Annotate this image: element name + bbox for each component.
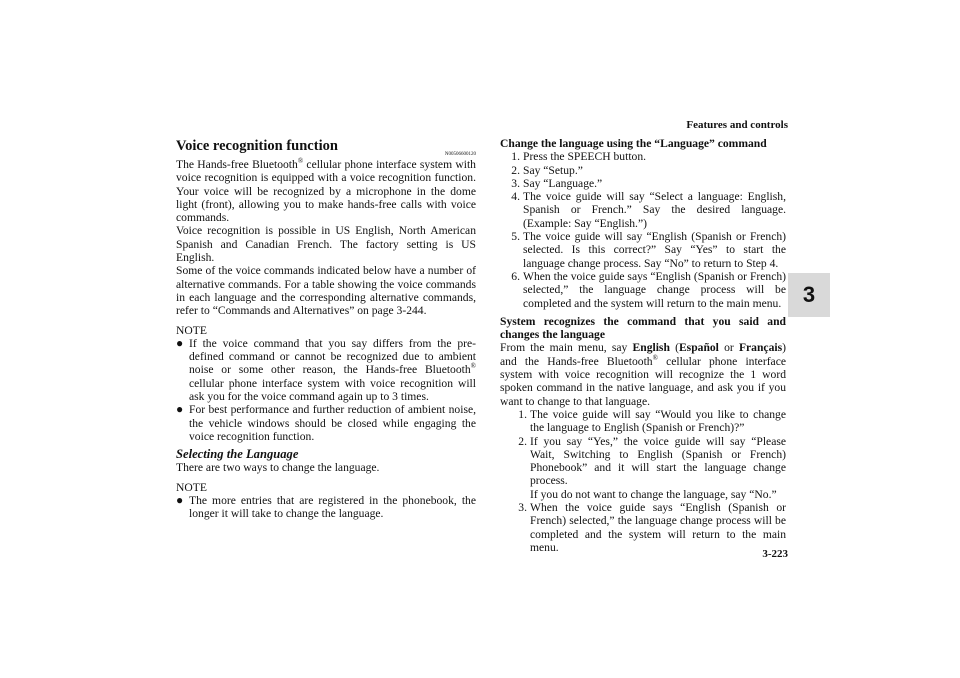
recognition-paragraph: From the main menu, say English (Español or Français) and the Hands-free Bluetooth® cellular phone interface system with voice recognition will recognize the 1 word spoken command in the native language, and ask you if you want to change to that language. <box>500 341 786 408</box>
step-item: 1. Press the SPEECH button. <box>511 150 647 164</box>
recognition-heading: System recognizes the command that you said and changes the language <box>500 314 786 342</box>
subsection-title: Selecting the Language <box>176 447 299 462</box>
page-number: 3-223 <box>762 548 788 560</box>
step-item: 6. When the voice guide says “English (Spanish or French) selected,” the language change process will be completed and the system will return to the main menu. <box>511 269 786 310</box>
chapter-number: 3 <box>802 282 816 307</box>
alternatives-paragraph: Some of the voice commands indicated below have a number of alternative commands. For a table showing the voice commands in each language and the corresponding alternative commands, refer to “Commands and Alternatives” on page 3-244. <box>176 264 476 318</box>
bullet-icon: ● <box>176 492 184 507</box>
note-label: NOTE <box>176 323 207 337</box>
bullet-icon: ● <box>176 335 184 350</box>
left-column <box>176 137 476 520</box>
language-command-heading: Change the language using the “Language” command <box>500 137 767 150</box>
note-bullet: ● If the voice command that you say differs from the pre-defined command or cannot be recognized due to ambient noise or some other reason, the Hands-free Bluetooth® cellular phone interface system with voice recognition will ask you for the voice command again up to 3 times. <box>176 335 476 404</box>
subsection-paragraph: There are two ways to change the language. <box>176 461 380 475</box>
bullet-icon: ● <box>176 402 184 417</box>
languages-paragraph: Voice recognition is possible in US English, North American Spanish and Canadian French. The factory setting is US English. <box>176 224 476 265</box>
section-title: Voice recognition function <box>176 138 338 154</box>
step-item: 2. Say “Setup.” <box>511 163 583 177</box>
note-bullet: ● For best performance and further reduction of ambient noise, the vehicle windows should be closed while engaging the voice recognition function. <box>176 402 476 443</box>
step-item: 4. The voice guide will say “Select a language: English, Spanish or French.” Say the desired language. (Example: Say “English.”) <box>511 190 786 230</box>
step-item: 2. If you say “Yes,” the voice guide will say “Please Wait, Switching to English (Spanish or French) Phonebook” and it will start the language change process. If you do not want to change the language, say “No.” <box>518 434 786 501</box>
page-header-title: Features and controls <box>686 119 788 131</box>
note-bullet: ● The more entries that are registered in the phonebook, the longer it will take to change the language. <box>176 492 476 521</box>
step-item: 3. When the voice guide says “English (Spanish or French) selected,” the language change process will be completed and the system will return to the main menu. <box>518 501 786 554</box>
intro-paragraph: The Hands-free Bluetooth® cellular phone interface system with voice recognition is equipped with a voice recognition function. Your voice will be recognized by a microphone in the dome light (front), allowing you to make hands-free calls with voice commands. <box>176 157 476 225</box>
step-item: 3. Say “Language.” <box>511 176 603 190</box>
chapter-tab <box>788 273 830 317</box>
section-code: N00506600120 <box>444 152 476 157</box>
note-label: NOTE <box>176 480 207 494</box>
step-item: 1. The voice guide will say “Would you like to change the language to English (Spanish or French)?” <box>518 407 786 435</box>
recognition-steps <box>500 408 786 554</box>
right-column <box>500 137 786 554</box>
language-command-steps <box>500 150 786 310</box>
step-item: 5. The voice guide will say “English (Spanish or French) selected. Is this correct?” Say “Yes” to start the language change process. Say “No” to return to Step 4. <box>511 230 786 270</box>
